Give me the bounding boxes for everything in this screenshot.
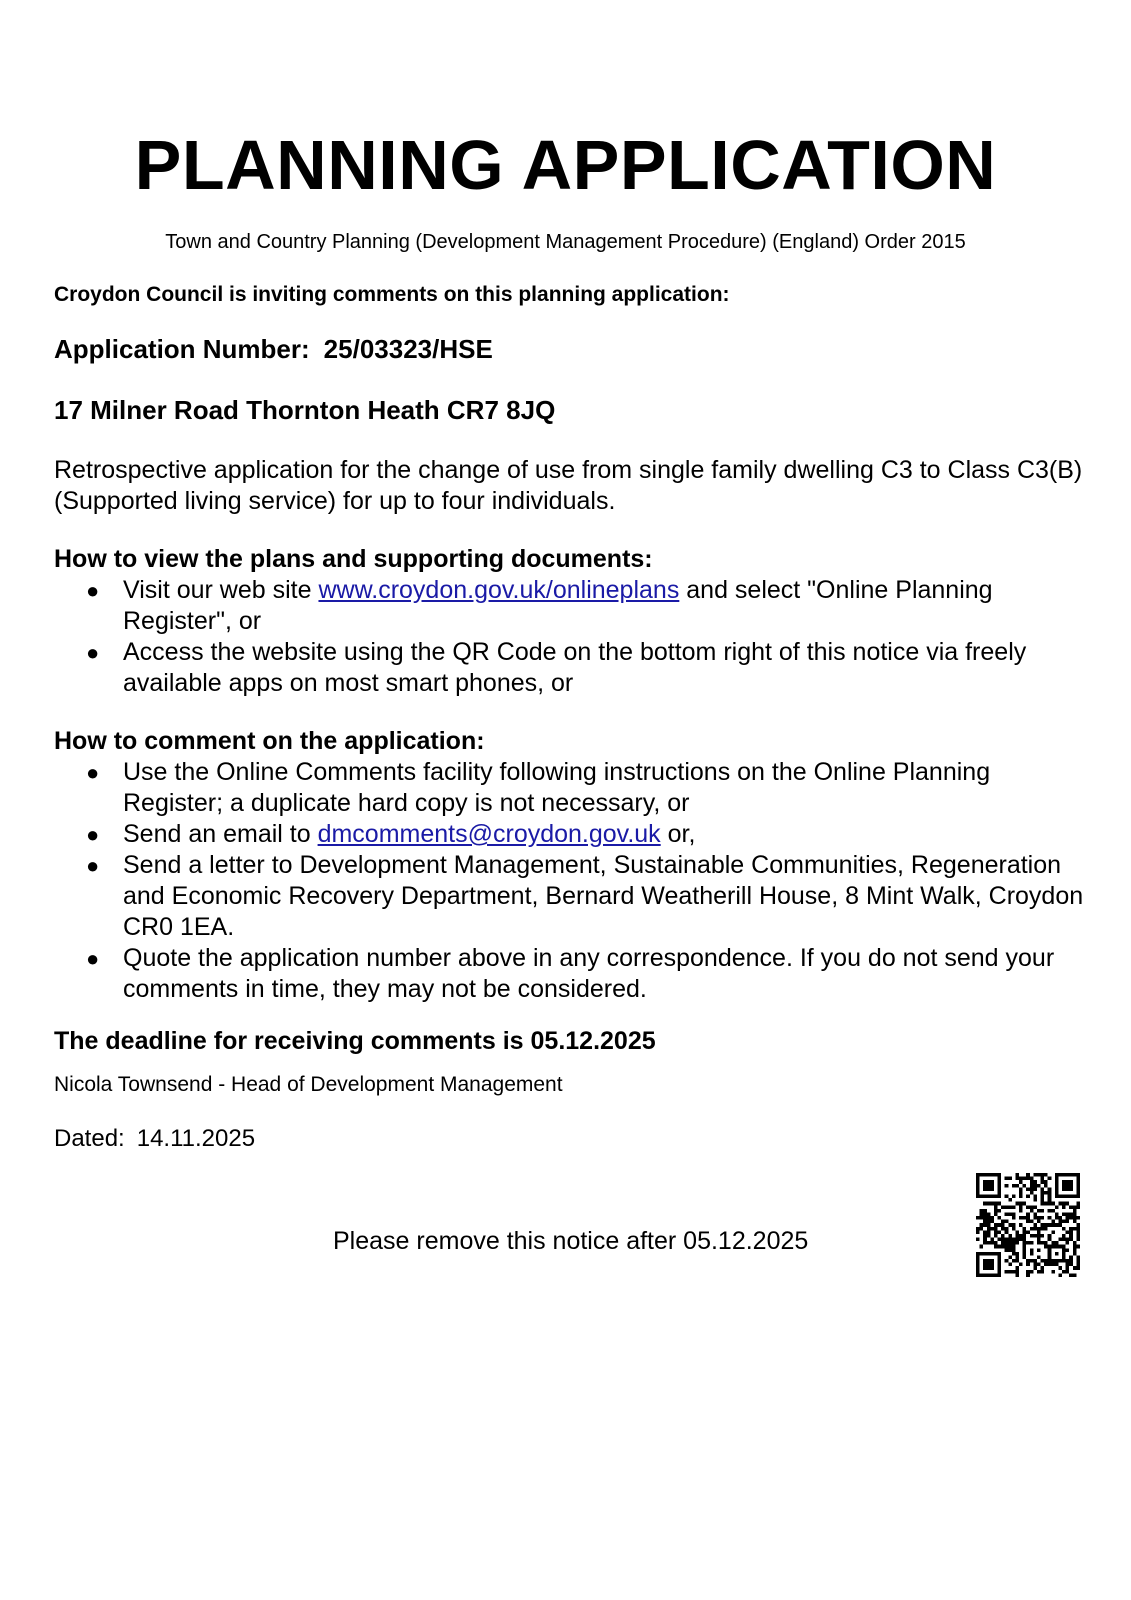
invitation-text: Croydon Council is inviting comments on this planning application: — [54, 283, 730, 306]
application-number-label: Application Number: — [54, 334, 310, 364]
dated-value: 14.11.2025 — [136, 1125, 256, 1152]
bullet-icon: ● — [86, 640, 100, 665]
dated-line — [54, 1124, 255, 1154]
list-item: ● Access the website using the QR Code on the bottom right of this notice via freely available apps on most smart phones, or — [86, 638, 1027, 697]
view-plans-list — [54, 575, 1084, 699]
bullet-icon: ● — [86, 946, 100, 971]
legislation-subtitle: Town and Country Planning (Development Management Procedure) (England) Order 2015 — [165, 231, 966, 253]
comment-list — [54, 757, 1084, 1005]
view-plans-heading: How to view the plans and supporting documents: — [54, 545, 653, 573]
site-address: 17 Milner Road Thornton Heath CR7 8JQ — [54, 395, 556, 425]
dated-label: Dated: — [54, 1125, 125, 1152]
application-number — [54, 333, 493, 365]
bullet-icon: ● — [86, 760, 100, 785]
bullet-icon: ● — [86, 853, 100, 878]
website-link[interactable]: www.croydon.gov.uk/onlineplans — [318, 576, 680, 604]
list-item: ● Send an email to dmcomments@croydon.gov.uk or, — [86, 820, 696, 848]
bullet-icon: ● — [86, 822, 100, 847]
list-item: ● Use the Online Comments facility following instructions on the Online Planning Register; a duplicate hard copy is not necessary, or — [86, 758, 991, 817]
notice-title: PLANNING APPLICATION — [134, 126, 997, 204]
bullet-icon: ● — [86, 578, 100, 603]
comment-deadline: The deadline for receiving comments is 05.12.2025 — [54, 1027, 656, 1055]
application-number-value: 25/03323/HSE — [323, 334, 493, 364]
qr-code-icon[interactable] — [976, 1173, 1080, 1277]
proposal-description: Retrospective application for the change of use from single family dwelling C3 to Class C3(B) (Supported living service) for up to four individuals. — [54, 456, 1083, 515]
remove-notice-text: Please remove this notice after 05.12.2025 — [333, 1227, 809, 1255]
signatory: Nicola Townsend - Head of Development Management — [54, 1073, 563, 1096]
list-item: ● Visit our web site www.croydon.gov.uk/onlineplans and select "Online Planning Register", or — [86, 576, 993, 635]
comment-heading: How to comment on the application: — [54, 727, 485, 755]
list-item: ● Send a letter to Development Management, Sustainable Communities, Regeneration and Economic Recovery Department, Bernard Weatherill House, 8 Mint Walk, Croydon CR0 1EA. — [86, 851, 1084, 941]
list-item: ● Quote the application number above in any correspondence. If you do not send your comments in time, they may not be considered. — [86, 944, 1055, 1003]
email-link[interactable]: dmcomments@croydon.gov.uk — [317, 820, 661, 848]
